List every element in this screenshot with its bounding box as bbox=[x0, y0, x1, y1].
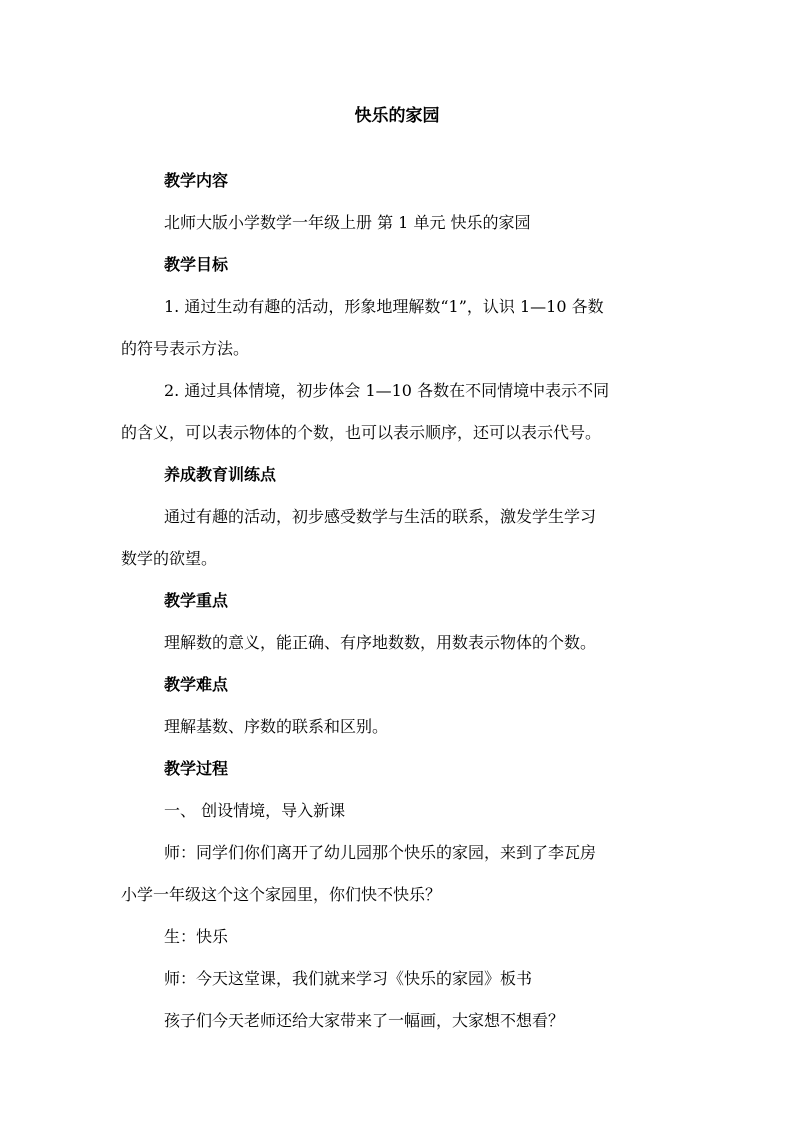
heading-key-points: 教学重点 bbox=[164, 591, 229, 610]
goal-1-line-2: 的符号表示方法。 bbox=[121, 339, 250, 358]
habit-line-1: 通过有趣的活动，初步感受数学与生活的联系，激发学生学习 bbox=[164, 507, 597, 526]
heading-teaching-content: 教学内容 bbox=[164, 171, 229, 190]
student-line-1: 生：快乐 bbox=[164, 927, 229, 946]
goal-2-line-1: 2. 通过具体情境，初步体会 1—10 各数在不同情境中表示不同 bbox=[164, 381, 610, 400]
section-teaching-content bbox=[121, 160, 681, 1042]
heading-habit-training: 养成教育训练点 bbox=[164, 465, 277, 484]
goal-2-line-2: 的含义，可以表示物体的个数，也可以表示顺序，还可以表示代号。 bbox=[121, 423, 602, 442]
teacher-line-2: 师：今天这堂课，我们就来学习《快乐的家园》板书 bbox=[164, 969, 533, 988]
heading-difficulties: 教学难点 bbox=[164, 675, 229, 694]
teacher-line-1b: 小学一年级这个这个家园里，你们快不快乐？ bbox=[121, 885, 442, 904]
heading-teaching-process: 教学过程 bbox=[164, 759, 229, 778]
process-step-1: 一、 创设情境，导入新课 bbox=[164, 801, 346, 820]
document-title: 快乐的家园 bbox=[354, 106, 440, 126]
habit-line-2: 数学的欲望。 bbox=[121, 549, 218, 568]
key-points-text: 理解数的意义，能正确、有序地数数，用数表示物体的个数。 bbox=[164, 633, 597, 652]
teacher-line-3: 孩子们今天老师还给大家带来了一幅画，大家想不想看？ bbox=[164, 1011, 565, 1030]
teacher-line-1a: 师：同学们你们离开了幼儿园那个快乐的家园，来到了李瓦房 bbox=[164, 843, 597, 862]
goal-1-line-1: 1. 通过生动有趣的活动，形象地理解数“1”，认识 1—10 各数 bbox=[164, 297, 604, 316]
heading-teaching-goals: 教学目标 bbox=[164, 255, 229, 274]
teaching-content-text: 北师大版小学数学一年级上册 第 1 单元 快乐的家园 bbox=[164, 213, 531, 232]
difficulties-text: 理解基数、序数的联系和区别。 bbox=[164, 717, 389, 736]
